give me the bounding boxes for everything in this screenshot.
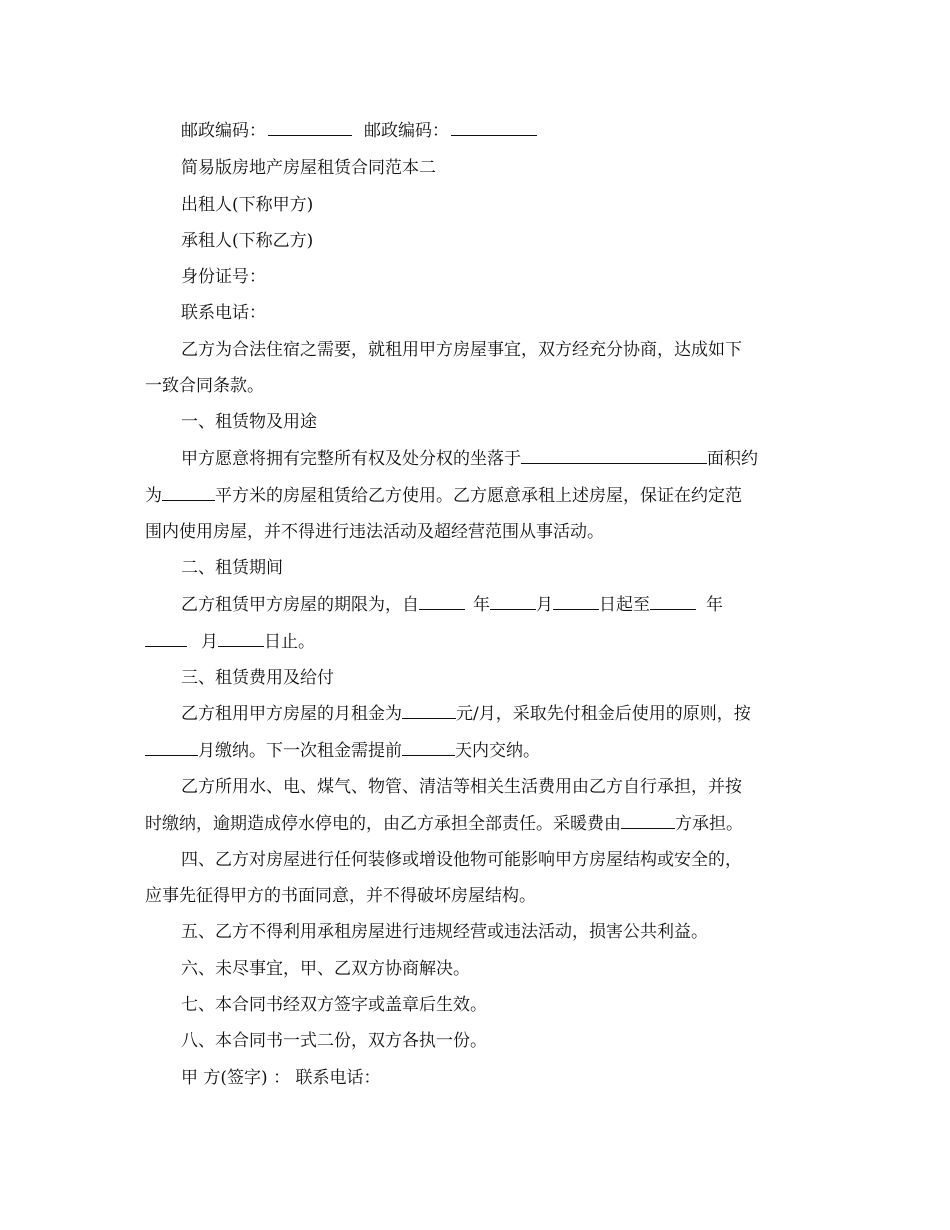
section-5-line: 五、乙方不得利用承租房屋进行违规经营或违法活动，损害公共利益。 [181,922,708,942]
date-blank [419,594,465,610]
section-3-text: 方承担。 [675,814,743,834]
payment-cycle-blank [145,740,198,756]
section-6-line: 六、未尽事宜，甲、乙双方协商解决。 [181,959,470,979]
section-heading: 二、租赁期间 [181,558,283,578]
section-3-line [0,740,950,762]
id-number-label: 身份证号： [181,267,266,287]
section-1-line [0,485,950,507]
postal-code-blank [451,120,537,136]
lessor-line: 出租人(下称甲方) [181,195,314,215]
section-1-text: 甲方愿意将拥有完整所有权及处分权的坐落于 [181,449,521,469]
rent-blank [402,703,456,719]
section-1-text: 平方米的房屋租赁给乙方使用。乙方愿意承租上述房屋，保证在约定范 [215,486,742,506]
section-2-line [0,631,950,653]
section-1-text: 面积约 [707,449,758,469]
section-1-line: 围内使用房屋，并不得进行违法活动及超经营范围从事活动。 [145,522,604,542]
postal-code-blank [268,120,352,136]
section-3-text: 时缴纳，逾期造成停水停电的，由乙方承担全部责任。采暖费由 [145,814,621,834]
intro-paragraph-line: 乙方为合法住宿之需要，就租用甲方房屋事宜，双方经充分协商，达成如下 [181,340,742,360]
section-2-text: 日起至 [599,595,650,615]
date-blank [650,594,696,610]
date-blank [218,631,264,647]
section-3-text: 乙方租用甲方房屋的月租金为 [181,704,402,724]
section-3-text: 月缴纳。下一次租金需提前 [198,741,402,761]
date-blank [553,594,599,610]
heating-party-blank [621,813,675,829]
section-heading: 一、租赁物及用途 [181,412,317,432]
days-blank [402,740,455,756]
postal-code-row [0,120,950,142]
section-2-line [0,594,950,616]
section-3-line [0,813,950,835]
date-blank [490,594,536,610]
section-7-line: 七、本合同书经双方签字或盖章后生效。 [181,995,487,1015]
section-2-text: 乙方租赁甲方房屋的期限为，自 [181,595,419,615]
section-1-line [0,448,950,470]
section-3-line [0,703,950,725]
section-2-text: 月 [536,595,553,615]
document-title: 简易版房地产房屋租赁合同范本二 [181,158,436,178]
section-3-text: 天内交纳。 [455,741,540,761]
lessee-line: 承租人(下称乙方) [181,231,314,251]
section-2-text: 年 [473,595,490,615]
section-1-text: 为 [145,486,162,506]
section-3-text: 元/月，采取先付租金后使用的原则，按 [456,704,751,724]
signature-line: 甲 方(签字) ： 联系电话： [181,1068,381,1088]
section-4-line: 应事先征得甲方的书面同意，并不得破坏房屋结构。 [145,886,536,906]
postal-code-label: 邮政编码： [364,121,449,141]
section-2-text: 月 [201,632,218,652]
section-8-line: 八、本合同书一式二份，双方各执一份。 [181,1031,487,1051]
location-blank [521,448,707,464]
section-heading: 三、租赁费用及给付 [181,668,334,688]
postal-code-label: 邮政编码： [181,121,266,141]
section-4-line: 四、乙方对房屋进行任何装修或增设他物可能影响甲方房屋结构或安全的， [181,850,742,870]
section-2-text: 日止。 [264,632,315,652]
phone-label: 联系电话： [181,303,266,323]
section-2-text: 年 [706,595,723,615]
date-blank [145,631,187,647]
section-3-line: 乙方所用水、电、煤气、物管、清洁等相关生活费用由乙方自行承担，并按 [181,777,742,797]
intro-paragraph-line: 一致合同条款。 [145,376,264,396]
area-blank [162,485,215,501]
